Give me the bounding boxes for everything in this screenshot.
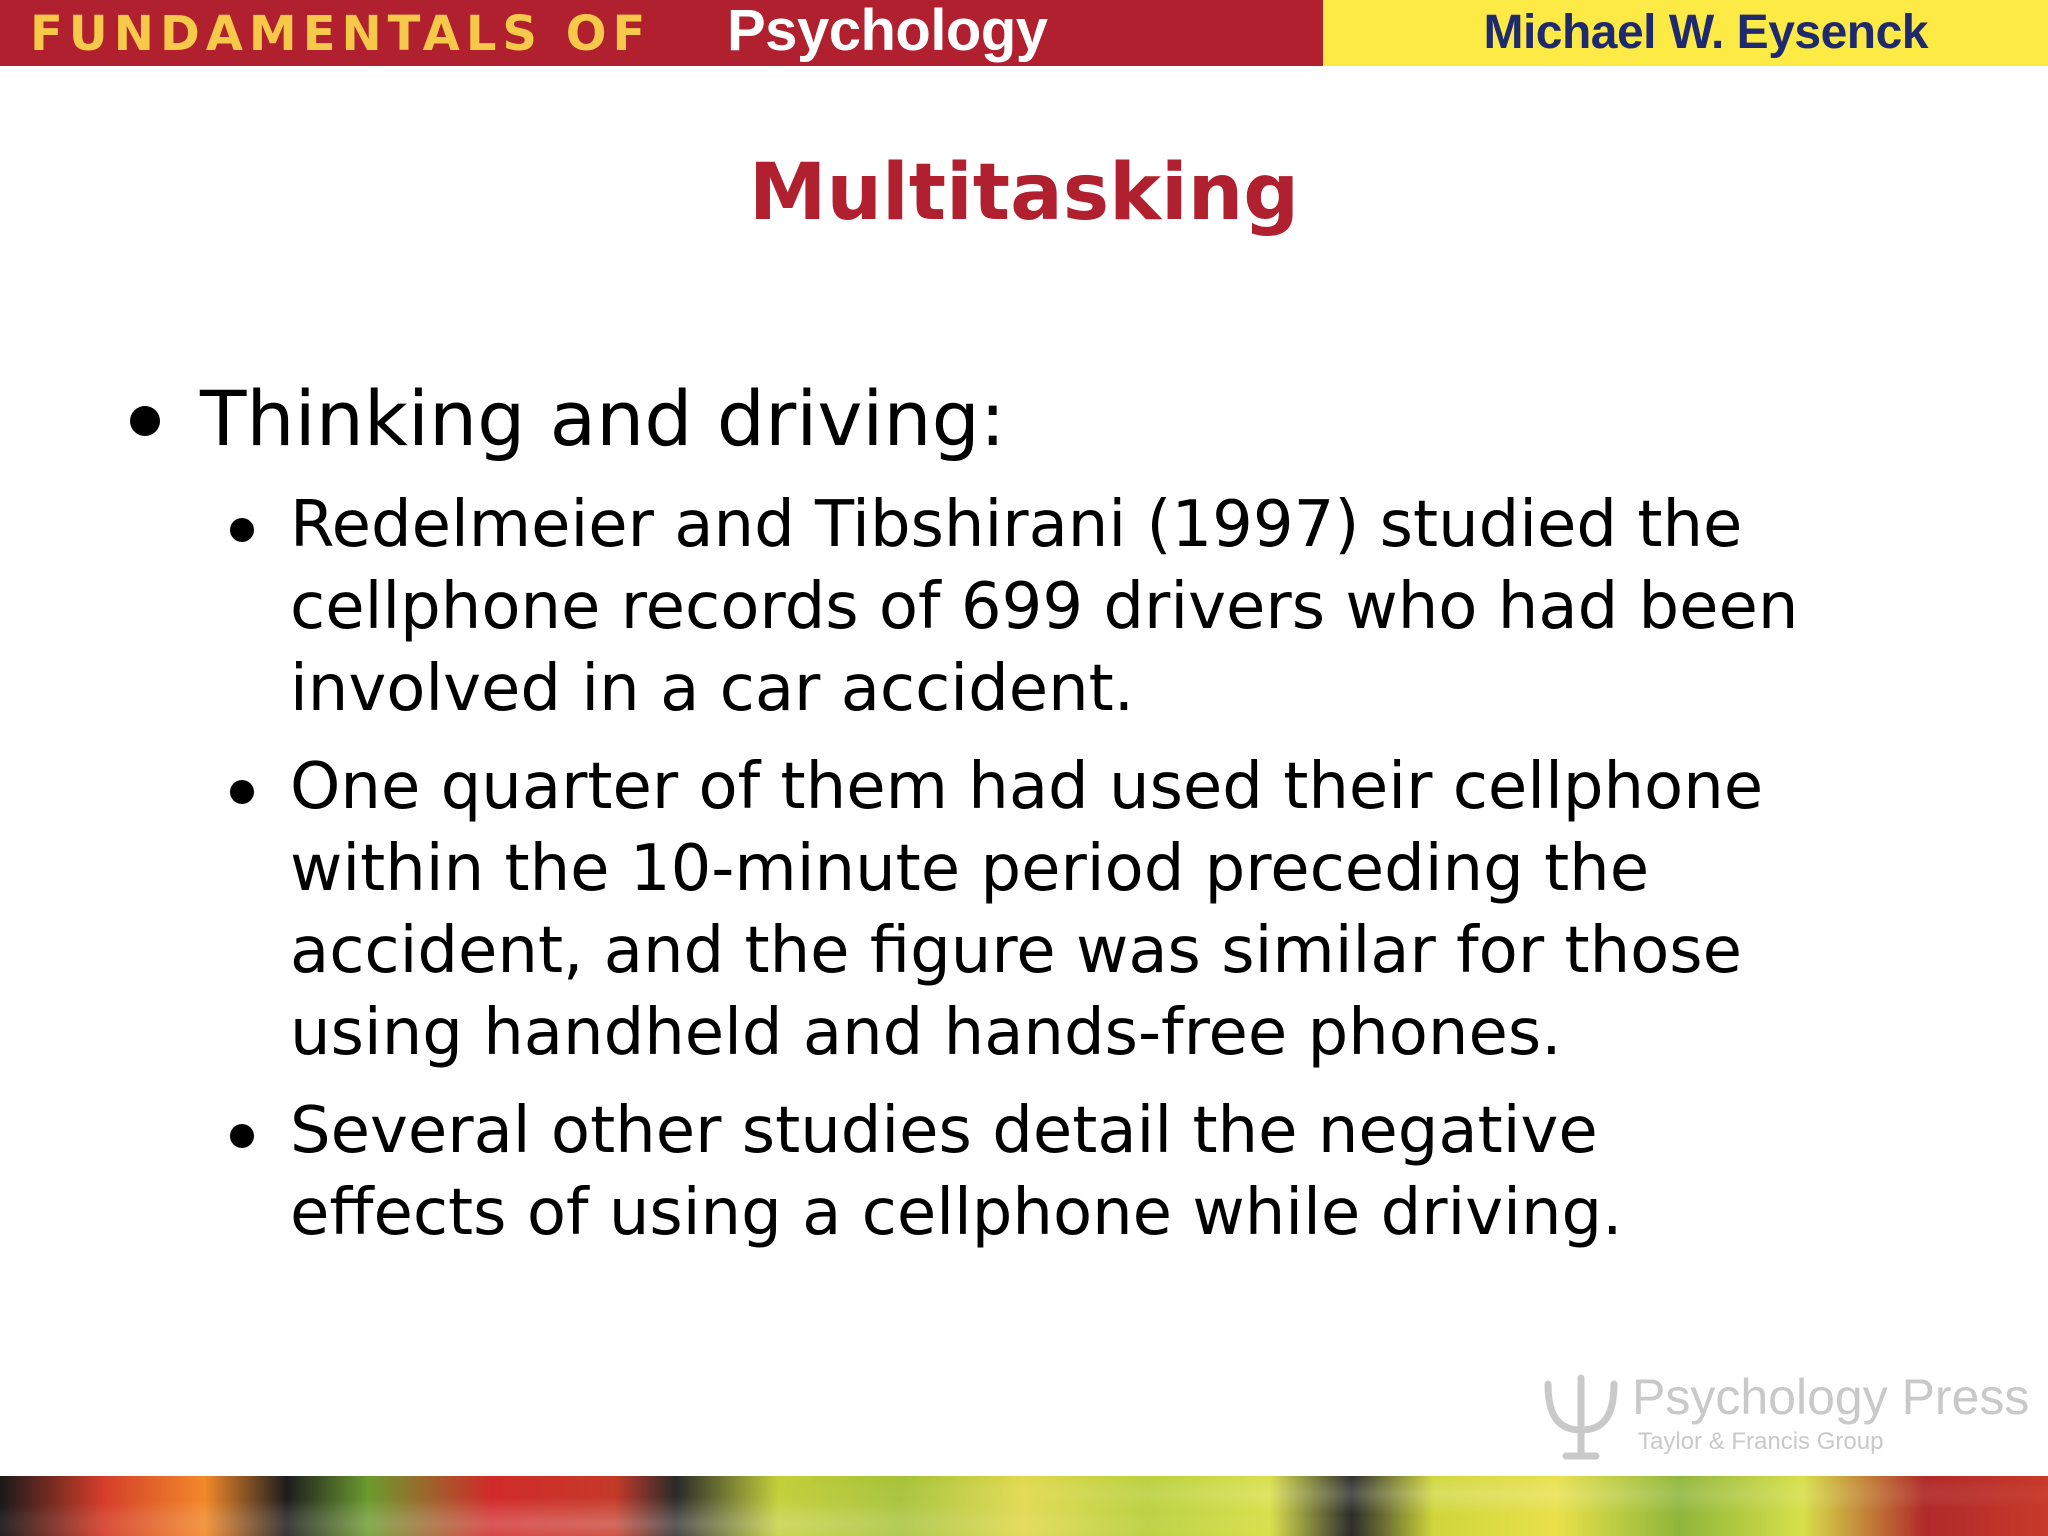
publisher-logo xyxy=(1538,1369,2030,1460)
book-subject-label: Psychology xyxy=(727,0,1048,63)
footer-decorative-band xyxy=(0,1476,2048,1536)
sub-bullet-line: cellphone records of 699 drivers who had been xyxy=(290,570,1799,644)
sub-bullet-line: using handheld and hands-free phones. xyxy=(290,996,1562,1070)
sub-bullet-line: Redelmeier and Tibshirani (1997) studied the xyxy=(290,488,1743,562)
book-series-label: FUNDAMENTALS OF xyxy=(30,6,652,62)
sub-bullet-2 xyxy=(290,746,1990,1074)
sub-bullet-line: effects of using a cellphone while driving. xyxy=(290,1176,1623,1250)
sub-bullet-line: Several other studies detail the negative xyxy=(290,1094,1598,1168)
slide-title: Multitasking xyxy=(748,148,1300,238)
sub-bullet-line: involved in a car accident. xyxy=(290,652,1135,726)
publisher-name: Psychology Press xyxy=(1632,1369,2030,1425)
sub-bullet-line: accident, and the figure was similar for those xyxy=(290,914,1742,988)
sub-bullet-1 xyxy=(290,484,1990,730)
sub-bullet-line: within the 10-minute period preceding the xyxy=(290,832,1650,906)
sub-bullet-dot-icon xyxy=(230,518,254,542)
bullet-heading: Thinking and driving: xyxy=(200,374,1006,463)
sub-bullet-dot-icon xyxy=(230,780,254,804)
psi-logo-icon xyxy=(1538,1374,1624,1460)
sub-bullet-dot-icon xyxy=(230,1124,254,1148)
book-author-label: Michael W. Eysenck xyxy=(1483,6,1928,59)
bullet-dot-icon xyxy=(130,406,160,436)
publisher-group: Taylor & Francis Group xyxy=(1638,1428,1884,1455)
sub-bullet-3 xyxy=(290,1090,1990,1254)
sub-bullet-line: One quarter of them had used their cellphone xyxy=(290,750,1764,824)
